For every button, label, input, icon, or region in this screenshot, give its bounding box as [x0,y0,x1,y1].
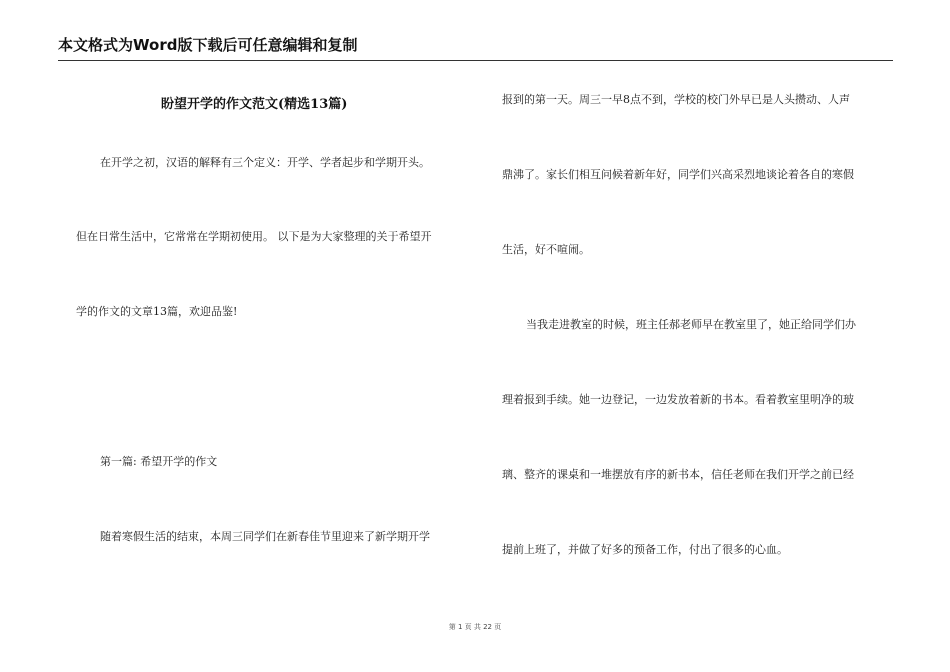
paragraph-line: 但在日常生活中，它常常在学期初使用。 以下是为大家整理的关于希望开 [76,230,432,243]
paragraph-line: 提前上班了，并做了好多的预备工作，付出了很多的心血。 [502,543,788,556]
paragraph-line: 理着报到手续。她一边登记，一边发放着新的书本。看着教室里明净的玻 [502,393,854,406]
paragraph-line: 生活，好不喧闹。 [502,243,590,256]
paragraph-line: 报到的第一天。周三一早8点不到，学校的校门外早已是人头攒动、人声 [502,93,850,106]
document-title: 盼望开学的作文范文(精选13篇) [161,97,348,112]
paragraph-line: 在开学之初，汉语的解释有三个定义：开学、学者起步和学期开头。 [100,156,430,169]
document-banner: 本文格式为Word版下载后可任意编辑和复制 [58,36,893,61]
section-heading: 第一篇: 希望开学的作文 [100,455,218,468]
paragraph-line: 学的作文的文章13篇，欢迎品鉴! [76,305,238,318]
paragraph-line: 鼎沸了。家长们相互问候着新年好，同学们兴高采烈地谈论着各自的寒假 [502,168,854,181]
paragraph-line: 璃、整齐的课桌和一堆摆放有序的新书本，信任老师在我们开学之前已经 [502,468,854,481]
paragraph-line: 当我走进教室的时候，班主任郝老师早在教室里了，她正给同学们办 [526,318,856,331]
paragraph-line: 随着寒假生活的结束，本周三同学们在新春佳节里迎来了新学期开学 [100,530,430,543]
page-footer: 第 1 页 共 22 页 [448,623,502,631]
